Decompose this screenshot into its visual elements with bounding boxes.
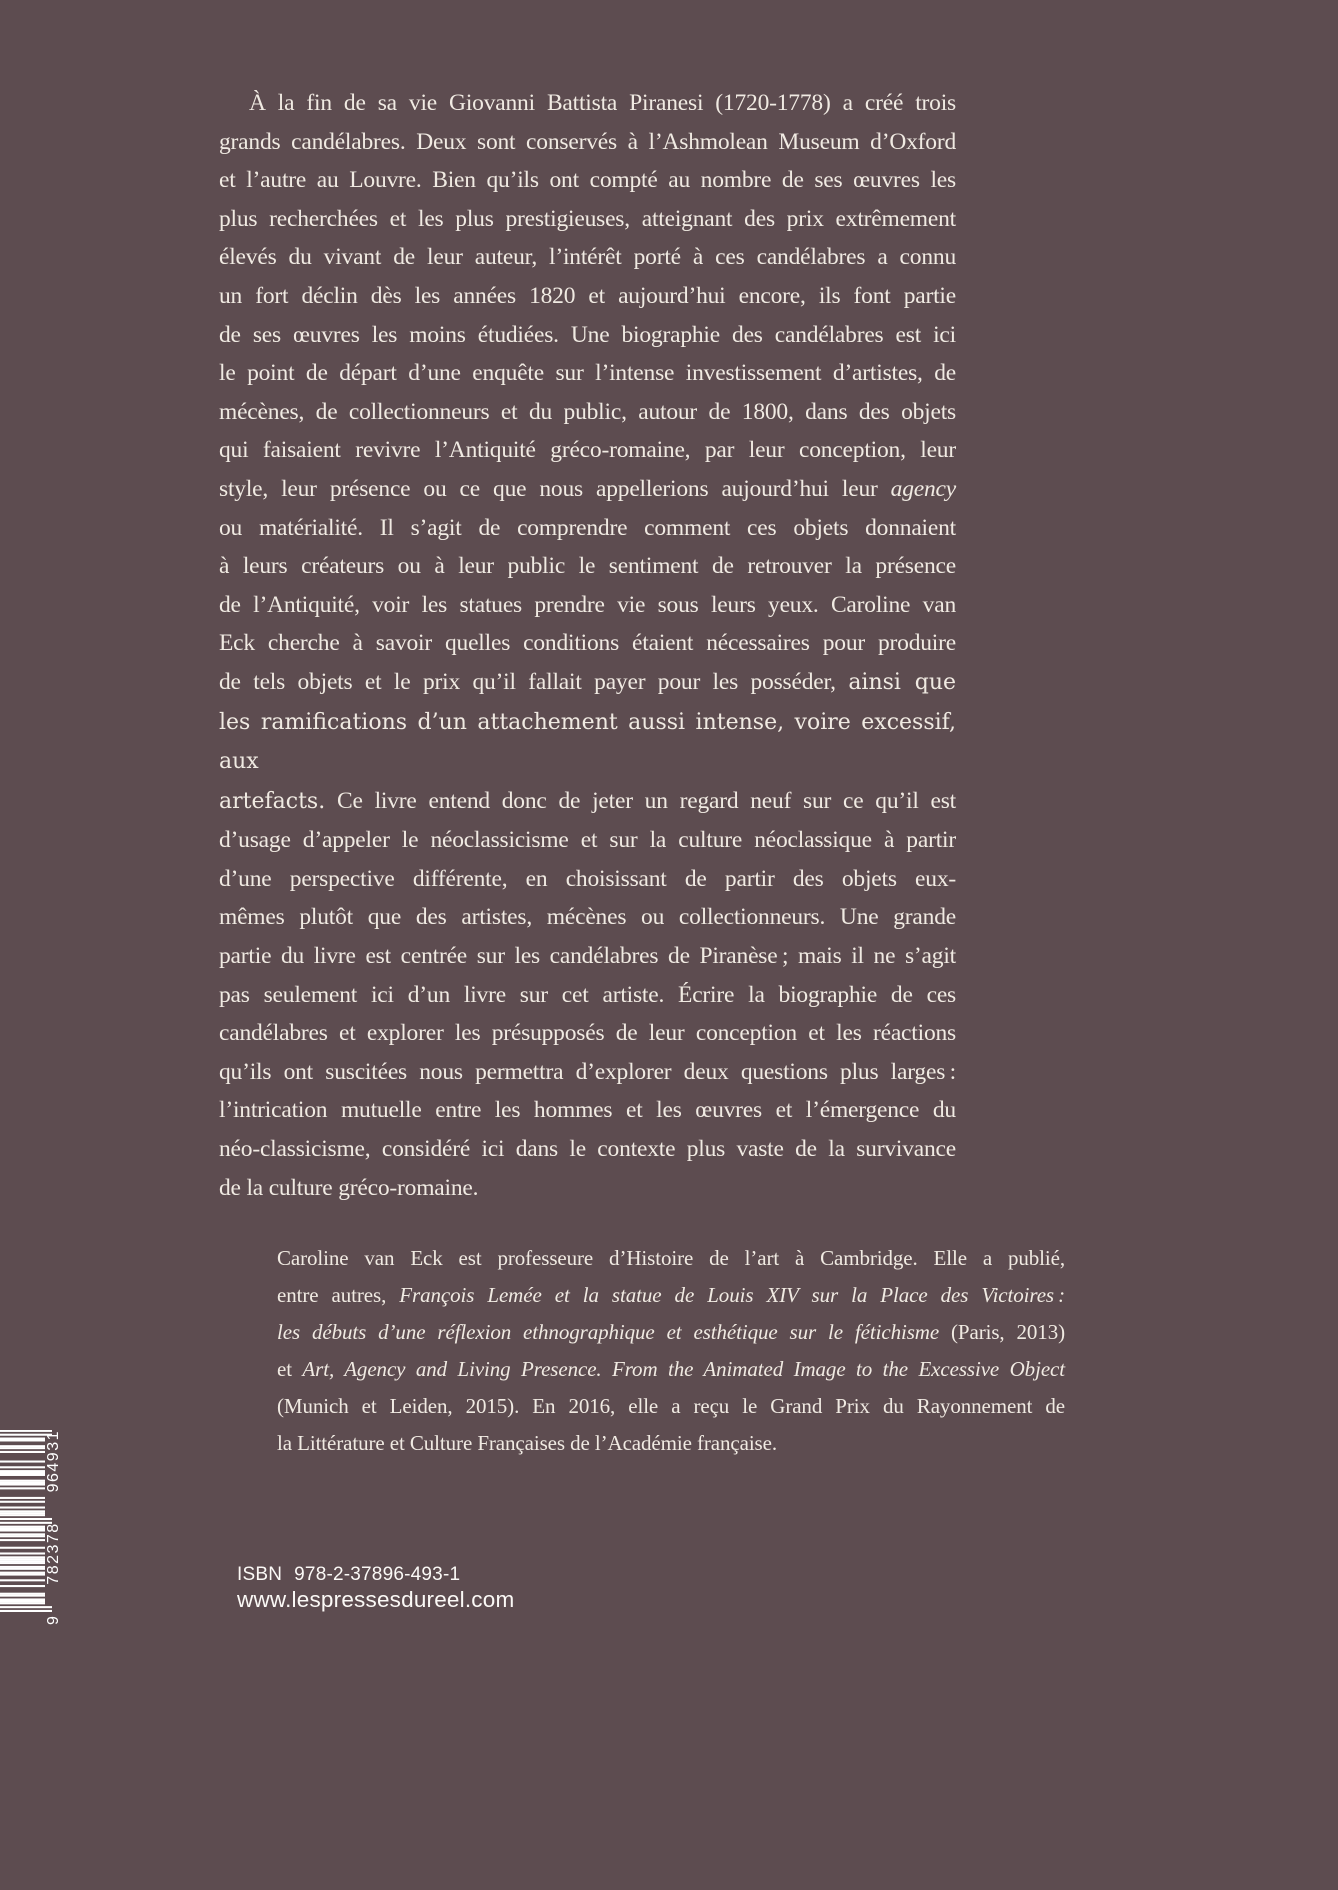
italic-text: agency — [890, 475, 956, 502]
text-segment: d’une perspective différente, en choisissant de partir des objets eux- — [219, 865, 956, 892]
text-segment: entre autres, — [277, 1283, 400, 1307]
barcode-digit-group: 782378 — [45, 1522, 62, 1585]
text-segment: mécènes, de collectionneurs et du public, autour de 1800, dans des objets — [219, 398, 956, 425]
text-line — [219, 84, 956, 123]
alt-font-text: artefacts. — [219, 788, 326, 814]
text-segment: (Paris, 2013) — [939, 1320, 1065, 1344]
text-line — [219, 547, 956, 586]
text-segment: et — [277, 1357, 303, 1381]
footer-block — [237, 1563, 514, 1613]
text-segment: qui faisaient revivre l’Antiquité gréco-romaine, par leur conception, leur — [219, 437, 956, 464]
text-segment: (Munich et Leiden, 2015). En 2016, elle a reçu le Grand Prix du Rayonnement de — [277, 1394, 1065, 1418]
text-line — [219, 123, 956, 162]
text-line — [219, 470, 956, 509]
text-line — [219, 1091, 956, 1130]
text-line — [277, 1388, 1065, 1425]
italic-text: François Lemée et la statue de Louis XIV sur la Place des Victoires : — [399, 1283, 1065, 1307]
text-line — [219, 782, 956, 822]
author-bio — [277, 1240, 1065, 1462]
text-segment: pas seulement ici d’un livre sur cet artiste. Écrire la biographie de ces — [219, 981, 956, 1008]
blurb-paragraph — [219, 84, 956, 1207]
text-line — [219, 1053, 956, 1092]
text-line — [219, 1014, 956, 1053]
text-segment: plus recherchées et les plus prestigieuses, atteignant des prix extrêmement — [219, 205, 956, 232]
text-line — [219, 976, 956, 1015]
text-line — [219, 624, 956, 663]
alt-font-text: les ramifications d’un attachement aussi intense, voire excessif, aux — [219, 709, 956, 775]
text-segment: de la culture gréco-romaine. — [219, 1174, 479, 1201]
isbn-number: 978-2-37896-493-1 — [294, 1564, 461, 1585]
text-segment: néo-classicisme, considéré ici dans le contexte plus vaste de la survivance — [219, 1136, 956, 1163]
text-segment: à leurs créateurs ou à leur public le sentiment de retrouver la présence — [219, 553, 956, 580]
isbn-row — [237, 1563, 514, 1586]
text-segment: qu’ils ont suscitées nous permettra d’explorer deux questions plus larges : — [219, 1058, 956, 1085]
text-line — [219, 1169, 956, 1208]
publisher-website: www.lespressesdureel.com — [237, 1587, 515, 1612]
text-line — [219, 937, 956, 976]
italic-text: Art, Agency and Living Presence. From the Animated Image to the Excessive Object — [302, 1357, 1065, 1381]
text-segment: le point de départ d’une enquête sur l’intense investissement d’artistes, de — [219, 360, 956, 387]
text-segment: candélabres et explorer les présupposés de leur conception et les réactions — [219, 1020, 956, 1047]
text-segment: Eck cherche à savoir quelles conditions étaient nécessaires pour produire — [219, 630, 956, 657]
text-line — [219, 663, 956, 703]
text-segment: partie du livre est centrée sur les candélabres de Piranèse ; mais il ne s’agit — [219, 943, 956, 970]
text-segment: l’intrication mutuelle entre les hommes et les œuvres et l’émergence du — [219, 1097, 956, 1124]
text-segment: À la fin de sa vie Giovanni Battista Piranesi (1720-1778) a créé trois — [249, 90, 956, 116]
text-segment: Caroline van Eck est professeure d’Histoire de l’art à Cambridge. Elle a publié, — [277, 1246, 1065, 1270]
text-line — [277, 1425, 1065, 1462]
text-line — [219, 703, 956, 782]
text-segment: ou matérialité. Il s’agit de comprendre comment ces objets donnaient — [219, 514, 956, 541]
text-line — [219, 200, 956, 239]
text-segment: de tels objets et le prix qu’il fallait payer pour les posséder, — [219, 668, 849, 695]
text-segment: de ses œuvres les moins étudiées. Une biographie des candélabres est ici — [219, 321, 956, 348]
barcode-digits — [45, 1430, 62, 1625]
text-segment: style, leur présence ou ce que nous appellerions aujourd’hui leur — [219, 475, 891, 502]
text-segment: un fort déclin dès les années 1820 et aujourd’hui encore, ils font partie — [219, 282, 956, 309]
text-line — [219, 821, 956, 860]
text-segment: élevés du vivant de leur auteur, l’intérêt porté à ces candélabres a connu — [219, 244, 956, 271]
text-line — [277, 1277, 1065, 1314]
text-segment: et l’autre au Louvre. Bien qu’ils ont compté au nombre de ses œuvres les — [219, 167, 956, 194]
text-line — [219, 431, 956, 470]
text-line — [277, 1351, 1065, 1388]
text-segment: mêmes plutôt que des artistes, mécènes ou collectionneurs. Une grande — [219, 904, 956, 931]
text-line — [219, 161, 956, 200]
alt-font-text: ainsi que — [848, 669, 957, 695]
text-line — [219, 393, 956, 432]
text-line — [219, 277, 956, 316]
isbn-label: ISBN — [237, 1564, 283, 1585]
text-segment: de l’Antiquité, voir les statues prendre vie sous leurs yeux. Caroline van — [219, 591, 956, 618]
text-segment: grands candélabres. Deux sont conservés à l’Ashmolean Museum d’Oxford — [219, 128, 956, 155]
text-line — [277, 1240, 1065, 1277]
text-line — [277, 1314, 1065, 1351]
text-line — [219, 509, 956, 548]
text-segment: Ce livre entend donc de jeter un regard neuf sur ce qu’il est — [325, 787, 956, 814]
italic-text: les débuts d’une réflexion ethnographique et esthétique sur le fétichisme — [277, 1320, 940, 1344]
text-line — [219, 1130, 956, 1169]
text-segment: la Littérature et Culture Françaises de l’Académie française. — [277, 1431, 777, 1455]
text-line — [219, 586, 956, 625]
text-line — [219, 860, 956, 899]
barcode — [0, 1430, 62, 1625]
text-line — [219, 238, 956, 277]
text-segment: d’usage d’appeler le néoclassicisme et sur la culture néoclassique à partir — [219, 827, 956, 854]
text-line — [219, 316, 956, 355]
text-line — [219, 354, 956, 393]
barcode-digit-group: 9 — [45, 1614, 62, 1625]
text-line — [219, 898, 956, 937]
barcode-digit-group: 964931 — [45, 1430, 62, 1493]
